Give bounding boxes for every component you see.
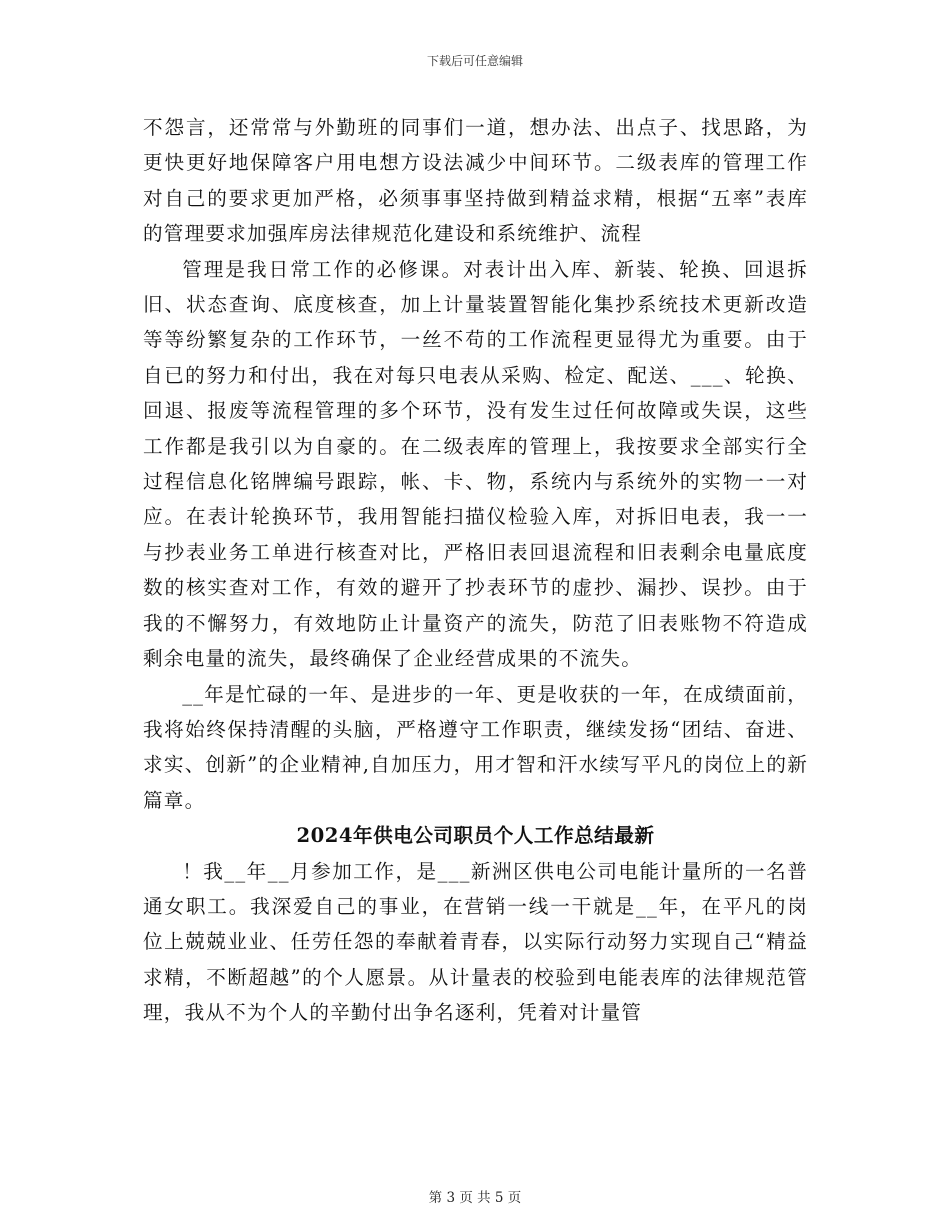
paragraph-introduction: ！我__年__月参加工作，是___新洲区供电公司电能计量所的一名普通女职工。我深爱自己的事业，在营销一线一干就是__年，在平凡的岗位上兢兢业业、任劳任怨的奉献着青春，以实际行动努力实现自己“精益求精，不断超越”的个人愿景。从计量表的校验到电能表库的法律规范管理，我从不为个人的辛勤付出争名逐利，凭着对计量管 bbox=[143, 859, 808, 1025]
page-footer: 第 3 页 共 5 页 bbox=[428, 1190, 522, 1206]
paragraph-continuation: 不怨言，还常常与外勤班的同事们一道，想办法、出点子、找思路，为更快更好地保障客户用电想方设法减少中间环节。二级表库的管理工作对自己的要求更加严格，必须事事坚持做到精益求精，根据“五率”表库的管理要求加强库房法律规范化建设和系统维护、流程 bbox=[143, 116, 808, 246]
document-body bbox=[143, 110, 808, 1031]
section-title: 2024年供电公司职员个人工作总结最新 bbox=[296, 824, 655, 848]
paragraph-meter-management: 管理是我日常工作的必修课。对表计出入库、新装、轮换、回退拆旧、状态查询、底度核查，加上计量装置智能化集抄系统技术更新改造等等纷繁复杂的工作环节，一丝不苟的工作流程更显得尤为重要。由于自已的努力和付出，我在对每只电表从采购、检定、配送、___、轮换、回退、报废等流程管理的多个环节，没有发生过任何故障或失误，这些工作都是我引以为自豪的。在二级表库的管理上，我按要求全部实行全过程信息化铭牌编号跟踪，帐、卡、物，系统内与系统外的实物一一对应。在表计轮换环节，我用智能扫描仪检验入库，对拆旧电表，我一一与抄表业务工单进行核查对比，严格旧表回退流程和旧表剩余电量底度数的核实查对工作，有效的避开了抄表环节的虚抄、漏抄、误抄。由于我的不懈努力，有效地防止计量资产的流失，防范了旧表账物不符造成剩余电量的流失，最终确保了企业经营成果的不流失。 bbox=[143, 257, 808, 671]
paragraph-year-summary: __年是忙碌的一年、是进步的一年、更是收获的一年，在成绩面前，我将始终保持清醒的头脑，严格遵守工作职责，继续发扬“团结、奋进、求实、创新”的企业精神,自加压力，用才智和汗水续写平凡的岗位上的新篇章。 bbox=[143, 682, 808, 812]
page-header: 下载后可任意编辑 bbox=[426, 54, 523, 68]
